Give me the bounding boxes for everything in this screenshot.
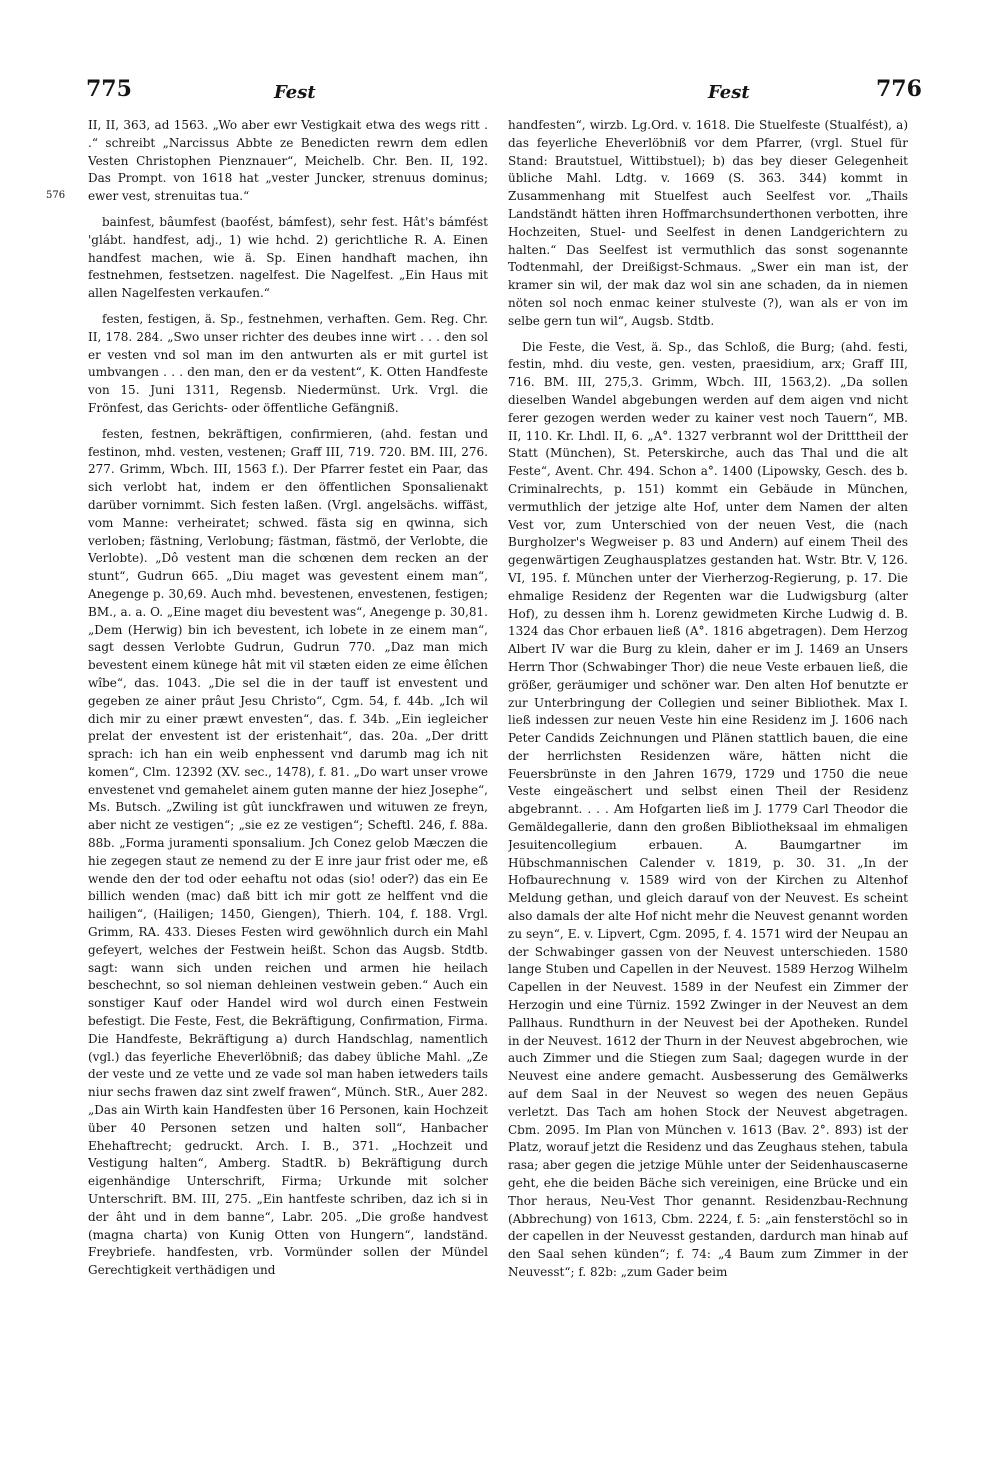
paragraph: bainfest, bâumfest (baofést, bámfest), sehr fest. Hât's bámfést 'glábt. handfest, adj., 1) wie hchd. 2) gerichtliche R. A. Einen handfest machen, wie ä. Sp. Einen handhaft machen, ihn festnehmen, festsetzen. nagelfest. Die Nagelfest. „Ein Haus mit allen Nagelfesten verkaufen.“ [88,214,488,301]
page-header [0,0,1000,110]
margin-line-number: 576 [46,190,66,201]
paragraph: Die Feste, die Vest, ä. Sp., das Schloß, die Burg; (ahd. festi, festin, mhd. diu veste, gen. vesten, praesidium, arx; Graff III, 716. BM. III, 275,3. Grimm, Wbch. III, 1563,2). „Da sollen dieselben Wandel abgebungen werden auf dem aigen vnd nicht ferer gezogen werden weder zu kainer vest noch Tauern“, MB. II, 110. Kr. Lhdl. II, 6. „A°. 1327 verbrannt wol der Dritttheil der Statt (München), St. Peterskirche, auch das Thal und die alt Feste“, Avent. Chr. 494. Schon a°. 1400 (Lipowsky, Gesch. des b. Criminalrechts, p. 151) kommt ein Gebäude in München, vermuthlich der jetzige alte Hof, unter dem Namen der alten Vest vor, zum Unterschied von der neuen Vest, die (nach Burgholzer's Wegweiser p. 83 und Andern) auf einem Theil des gegenwärtigen Zeughausplatzes gestanden hat. Wstr. Btr. V, 126. VI, 195. f. München unter der Vierherzog-Regierung, p. 17. Die ehmalige Residenz der Regenten war die Ludwigsburg (alter Hof), zu dessen ihm h. Lorenz gewidmeten Kirche Ludwig d. B. 1324 das Chor erbauen ließ (A°. 1816 abgetragen). Dem Herzog Albert IV war die Burg zu klein, daher er im J. 1469 an Unsers Herrn Thor (Schwabinger Thor) die neue Veste erbauen ließ, die größer, geräumiger und schöner war. Den alten Hof benutzte er zur Unterbringung der Collegien und seiner Bibliothek. Max I. ließ indessen zur neuen Veste hin eine Residenz im J. 1606 nach Peter Candids Zeichnungen und Plänen stattlich bauen, die eine der herrlichsten Residenzen wäre, hätten nicht die Feuersbrünste in den Jahren 1679, 1729 und 1750 die neue Veste eingeäschert und selbst einen Theil der Residenz abgebrannt. . . . Am Hofgarten ließ im J. 1779 Carl Theodor die Gemäldegallerie, dann den großen Bibliotheksaal im ehmaligen Jesuitencollegium erbauen. A. Baumgartner im Hübschmannischen Calender v. 1819, p. 30. 31. „In der Hofbaurechnung v. 1589 wird von der Kirchen zu Altenhof Meldung gethan, und gleich darauf von der Neuvest. Es scheint also damals der alte Hof nicht mehr die Neuvest genannt worden zu seyn“, E. v. Lipvert, Cgm. 2095, f. 4. 1571 wird der Neupau an der Schwabinger gassen von der Neuvest unterschieden. 1580 lange Stuben und Capellen in der Neuvest. 1589 Herzog Wilhelm Capellen in der Neuvest. 1589 in der Neufest ein Zimmer der Herzogin und eine Türniz. 1592 Zwinger in der Neuvest an dem Pallhaus. Rundthurn in der Neuvest bei der Apotheken. Rundel in der Neuvest. 1612 der Thurn in der Neuvest abgebrochen, wie auch Zimmer und die Stiegen zum Saal; dagegen wurde in der Neuvest eine andere gemacht. Ausbesserung des Gemälwerks auf dem Saal in der Neuvest so wegen des neuen Gepäus verletzt. Das Tach am hohen Stock der Neuvest abgetragen. Cbm. 2095. Im Plan von München v. 1613 (Bav. 2°. 893) ist der Platz, worauf jetzt die Residenz und das Zeughaus stehen, tabula rasa; aber gegen die jetzige Mühle unter der Seidenhauscaserne geht, ehe die beiden Bäche sich vereinigen, eine Brücke und ein Thor heraus, Neu-Vest Thor genannt. Residenzbau-Rechnung (Abbrechung) von 1613, Cbm. 2224, f. 5: „ain fensterstöchl so in der capellen in der Neuvesst gestanden, dardurch man hinab auf den Saal sehen künden“; f. 74: „4 Baum zum Zimmer in der Neuvesst“; f. 82b: „zum Gader beim [508,339,908,1279]
paragraph: festen, festnen, bekräftigen, confirmieren, (ahd. festan und festinon, mhd. vesten, vestenen; Graff III, 719. 720. BM. III, 276. 277. Grimm, Wbch. III, 1563 f.). Der Pfarrer festet ein Paar, das sich verlobt hat, indem er den öffentlichen Sponsalienakt darüber vornimmt. Sich festen laßen. (Vrgl. angelsächs. wiffäst, vom Manne: verheiratet; schwed. fästa sig en qwinna, sich verloben; fästning, Verlobung; fästman, fästmö, der Verlobte, die Verlobte). „Dô vestent man die schœnen dem recken an der stunt“, Gudrun 665. „Diu maget was gevestent einem man“, Anegenge p. 30,69. Auch mhd. bevestenen, envestenen, festigen; BM., a. a. O. „Eine maget diu bevestent was“, Anegenge p. 30,81. „Dem (Herwig) bin ich bevestent, ich lobete in ze einem man“, sagt dessen Verlobte Gudrun, Gudrun 770. „Daz man mich bevestent einem künege hât mit vil stæten eiden ze eime êlîchen wîbe“, das. 1043. „Die sel die in der tauff ist envestent und gegeben ze ainer prâut Jesu Christo“, Cgm. 54, f. 44b. „Ich wil dich mir zu einer præwt envesten“, das. f. 34b. „Ein iegleicher prelat der envestent ist der eristenhait“, das. 20a. „Der dritt sprach: ich han ein weib enphessent vnd darumb mag ich nit komen“, Clm. 12392 (XV. sec., 1478), f. 81. „Do wart unser vrowe envestenet vnd gemahelet ainem guten manne der hiez Josephe“, Ms. Butsch. „Zwiling ist gût iunckfrawen und wituwen ze freyn, aber nicht ze vestigen“; „sie ez ze vestigen“; Scheftl. 246, f. 88a. 88b. „Forma juramenti sponsalium. Jch Conez gelob Mæczen die hie zegegen staut ze nemend zu der E inre jaur frist oder me, eß wende den der tod oder eehaftu not odas (sio! oder?) das ein Ee billich wenden (mac) daß bitt ich mir gott ze helffent vnd die hailigen“, (Hailigen; 1450, Giengen), Thierh. 104, f. 188. Vrgl. Grimm, RA. 433. Dieses Festen wird gewöhnlich durch ein Mahl gefeyert, welches der Festwein heißt. Schon das Augsb. Stdtb. sagt: wann sich unden reichen und armen hie heilach beschechnt, so sol nieman dehleinen vestwein geben.“ Auch ein sonstiger Kauf oder Handel wird wol durch einen Festwein befestigt. Die Feste, Fest, die Bekräftigung, Confirmation, Firma. Die Handfeste, Bekräftigung a) durch Handschlag, namentlich (vgl.) das feyerliche Eheverlöbniß; das dabey übliche Mahl. „Ze der veste und ze vette und ze vade sol man haben ietweders tails niur sechs frawen daz sint zwelf frawen“, Münch. StR., Auer 282. „Das ain Wirth kain Handfesten über 16 Personen, kain Hochzeit über 40 Personen setzen und halten soll“, Hanbacher Ehehaftrecht; gedruckt. Arch. I. B., 371. „Hochzeit und Vestigung halten“, Amberg. StadtR. b) Bekräftigung durch eigenhändige Unterschrift, Firma; Urkunde mit solcher Unterschrift. BM. III, 275. „Ein hantfeste schriben, daz ich si in der âht und in dem banne“, Labr. 205. „Die große handvest (magna charta) von Kunig Otten von Hungern“, landständ. Freybriefe. handfesten, vrb. Vormünder sollen der Mündel Gerechtigkeit verthädigen und [88,426,488,1278]
right-page-number: 776 [876,76,922,102]
paragraph: II, II, 363, ad 1563. „Wo aber ewr Vestigkait etwa des wegs ritt . .“ schreibt „Narcissus Abbte ze Benedicten rewrn dem edlen Vesten Christophen Pienznauer“, Meichelb. Chr. Ben. II, 192. Das Prompt. von 1618 hat „vester Juncker, strenuus dominus; ewer vest, strenuitas tua.“ [88,118,488,204]
left-running-head: Fest [274,82,316,103]
left-page-number: 775 [86,76,132,102]
right-text-column [508,117,908,1445]
paragraph: festen, festigen, ä. Sp., festnehmen, verhaften. Gem. Reg. Chr. II, 178. 284. „Swo unser richter des deubes inne wirt . . . den sol er vesten vnd sol man im den antwurten als er mit gurtel ist umbvangen . . . den man, den er da vestent“, K. Otten Handfeste von 15. Juni 1311, Regensb. Niedermünst. Urk. Vrgl. die Frönfest, das Gerichts- oder öffentliche Gefängniß. [88,311,488,415]
right-running-head: Fest [708,82,750,103]
paragraph: handfesten“, wirzb. Lg.Ord. v. 1618. Die Stuelfeste (Stualfést), a) das feyerliche Eheverlöbniß vor dem Pfarrer, (vrgl. Stuel für Stand: Brautstuel, Wittibstuel); b) das bey dieser Gelegenheit übliche Mahl. Ldtg. v. 1669 (S. 363. 344) kommt in Zusammenhang mit Stuelfest auch Seelfest vor. „Thails Landständt hätten ihren Hoffmarchsunderthonen verbotten, ihre Hochzeiten, Stuel- und Seelfest in denen Landgerichtern zu halten.“ Das Seelfest ist vermuthlich das sonst sogenannte Todtenmahl, der Dreißigst-Schmaus. „Swer ein man ist, der kramer sin wil, der mak daz wol sin ane schaden, da in niemen nöten sol noch enmac keiner stulveste (?), wan als er von im selbe gern tun wil“, Augsb. Stdtb. [508,118,908,328]
left-text-column [88,117,488,1445]
